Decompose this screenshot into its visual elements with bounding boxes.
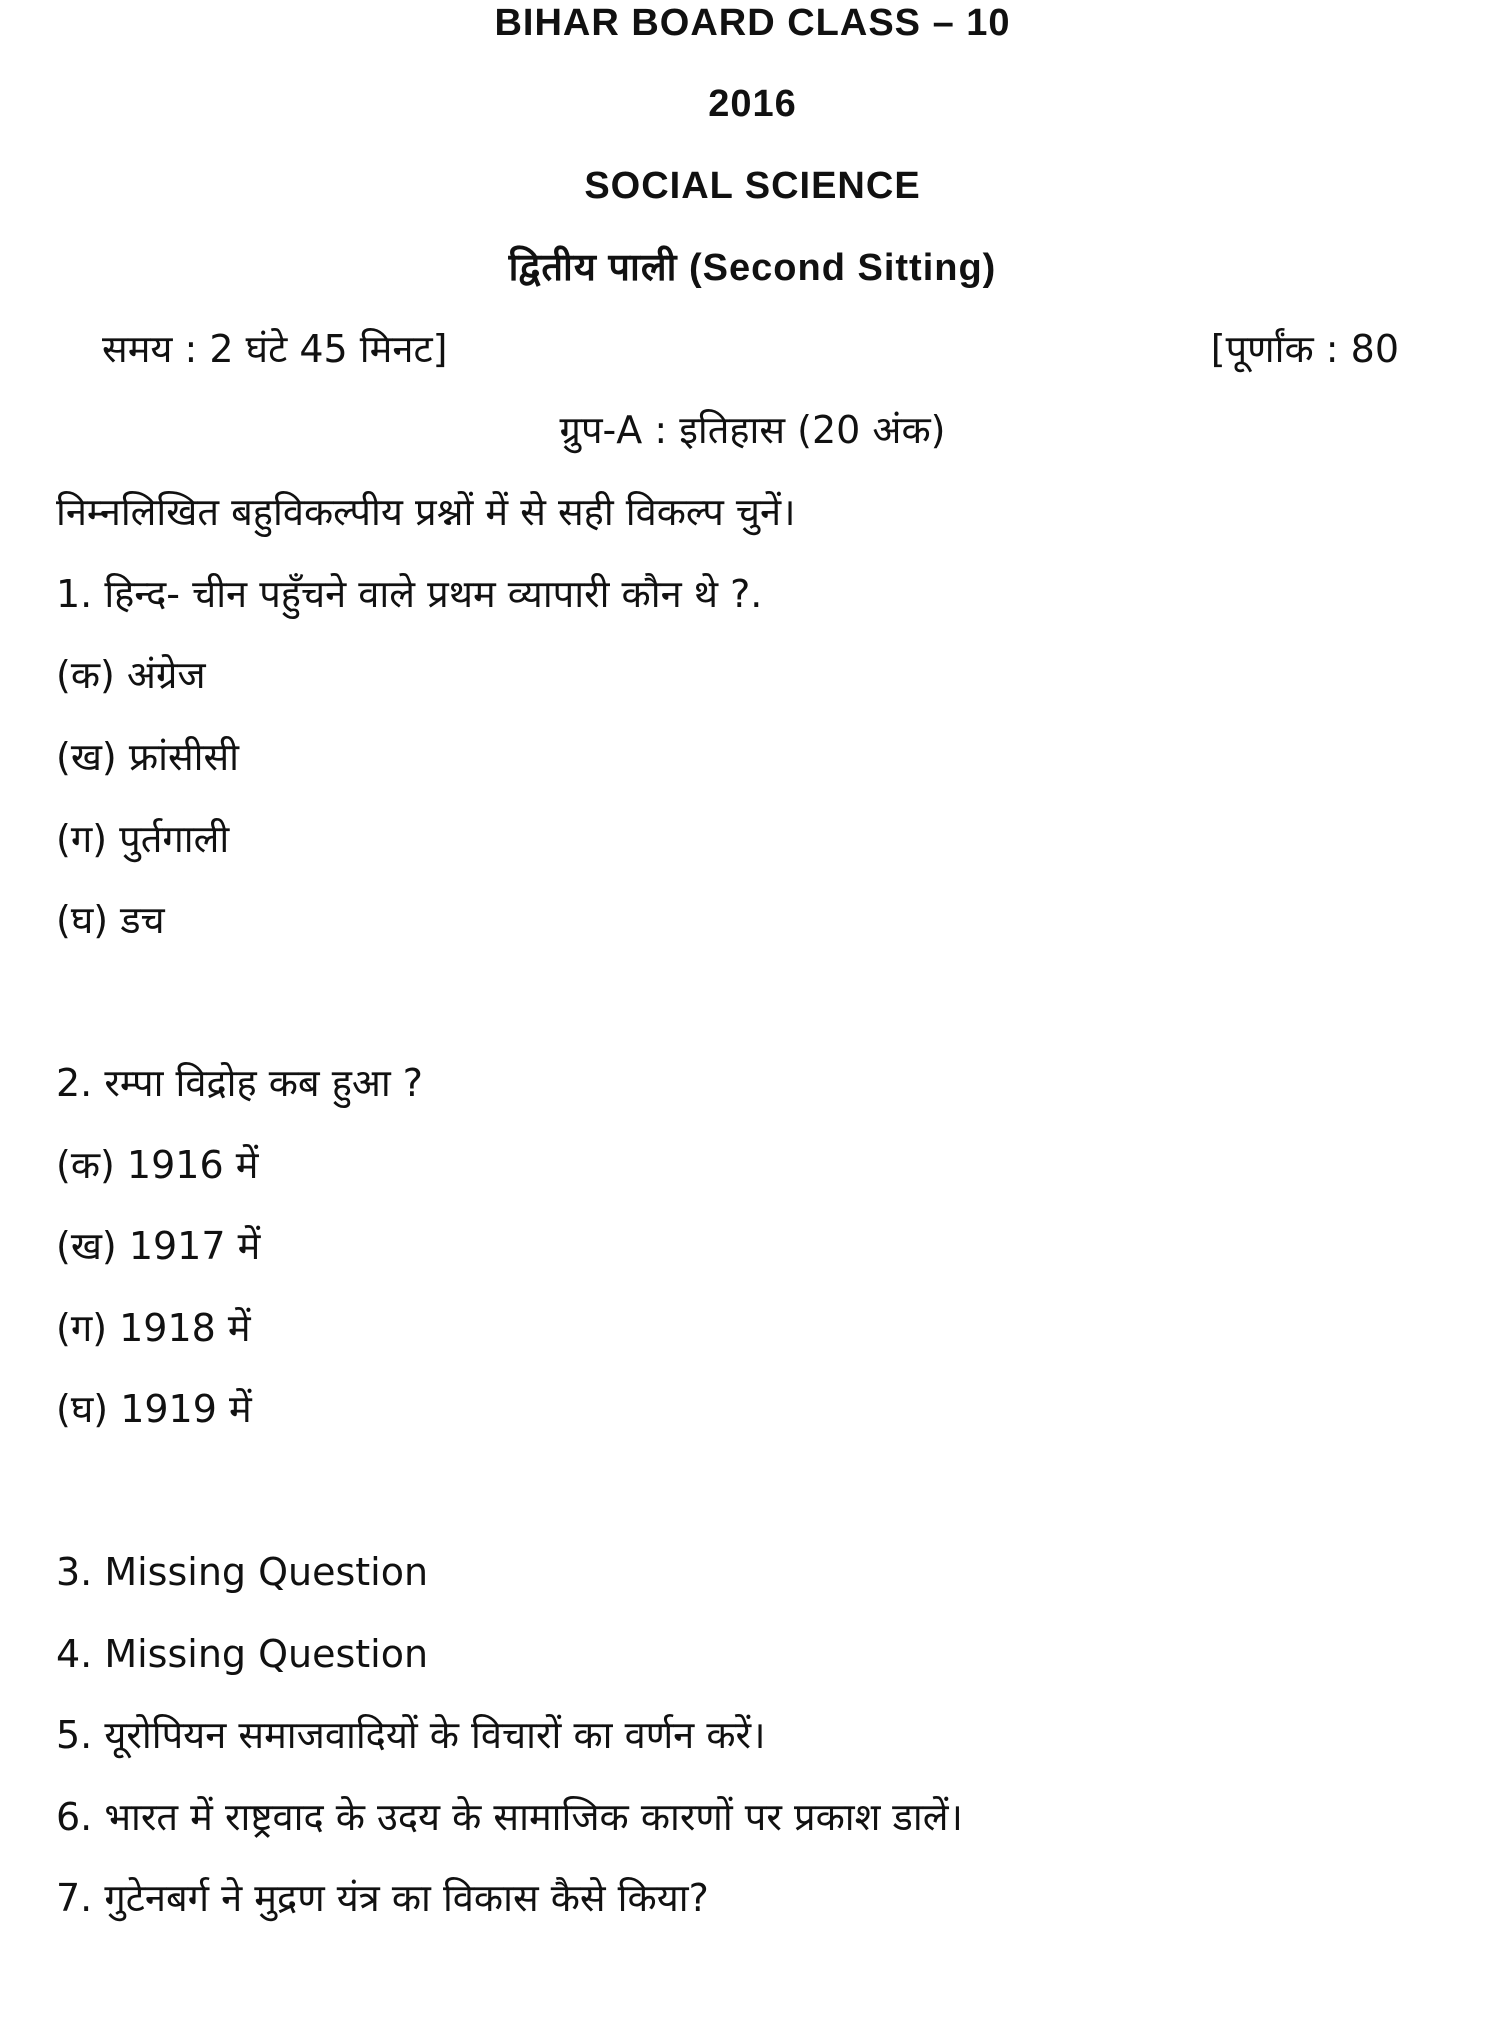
option-ga: (ग) 1918 में [56,1306,251,1350]
option-ka: (क) 1916 में [56,1143,259,1187]
instruction-text: निम्नलिखित बहुविकल्पीय प्रश्नों में से सही विकल्प चुनें। [56,490,796,534]
option-gha: (घ) डच [56,898,165,942]
option-kha: (ख) 1917 में [56,1224,261,1268]
time-allowed: समय : 2 घंटे 45 मिनट] [102,327,448,371]
question-4: 4. Missing Question [56,1632,429,1676]
question-7: 7. गुटेनबर्ग ने मुद्रण यंत्र का विकास कैसे किया? [56,1876,709,1920]
option-kha: (ख) फ्रांसीसी [56,735,240,779]
option-ga: (ग) पुर्तगाली [56,817,230,861]
question-3: 3. Missing Question [56,1550,429,1594]
subject-title: SOCIAL SCIENCE [584,165,921,207]
full-marks: [पूर्णांक : 80 [1210,327,1399,371]
option-gha: (घ) 1919 में [56,1387,252,1431]
sitting-label: द्वितीय पाली (Second Sitting) [508,247,997,289]
option-ka: (क) अंग्रेज [56,653,206,697]
question-text: 2. रम्पा विद्रोह कब हुआ ? [56,1061,423,1105]
question-6: 6. भारत में राष्ट्रवाद के उदय के सामाजिक कारणों पर प्रकाश डालें। [56,1795,963,1839]
question-text: 1. हिन्द- चीन पहुँचने वाले प्रथम व्यापारी कौन थे ?. [56,572,763,616]
exam-year: 2016 [708,83,797,125]
question-5: 5. यूरोपियन समाजवादियों के विचारों का वर्णन करें। [56,1713,766,1757]
board-title: BIHAR BOARD CLASS – 10 [494,2,1011,44]
group-heading: ग्रुप-A : इतिहास (20 अंक) [559,408,946,452]
